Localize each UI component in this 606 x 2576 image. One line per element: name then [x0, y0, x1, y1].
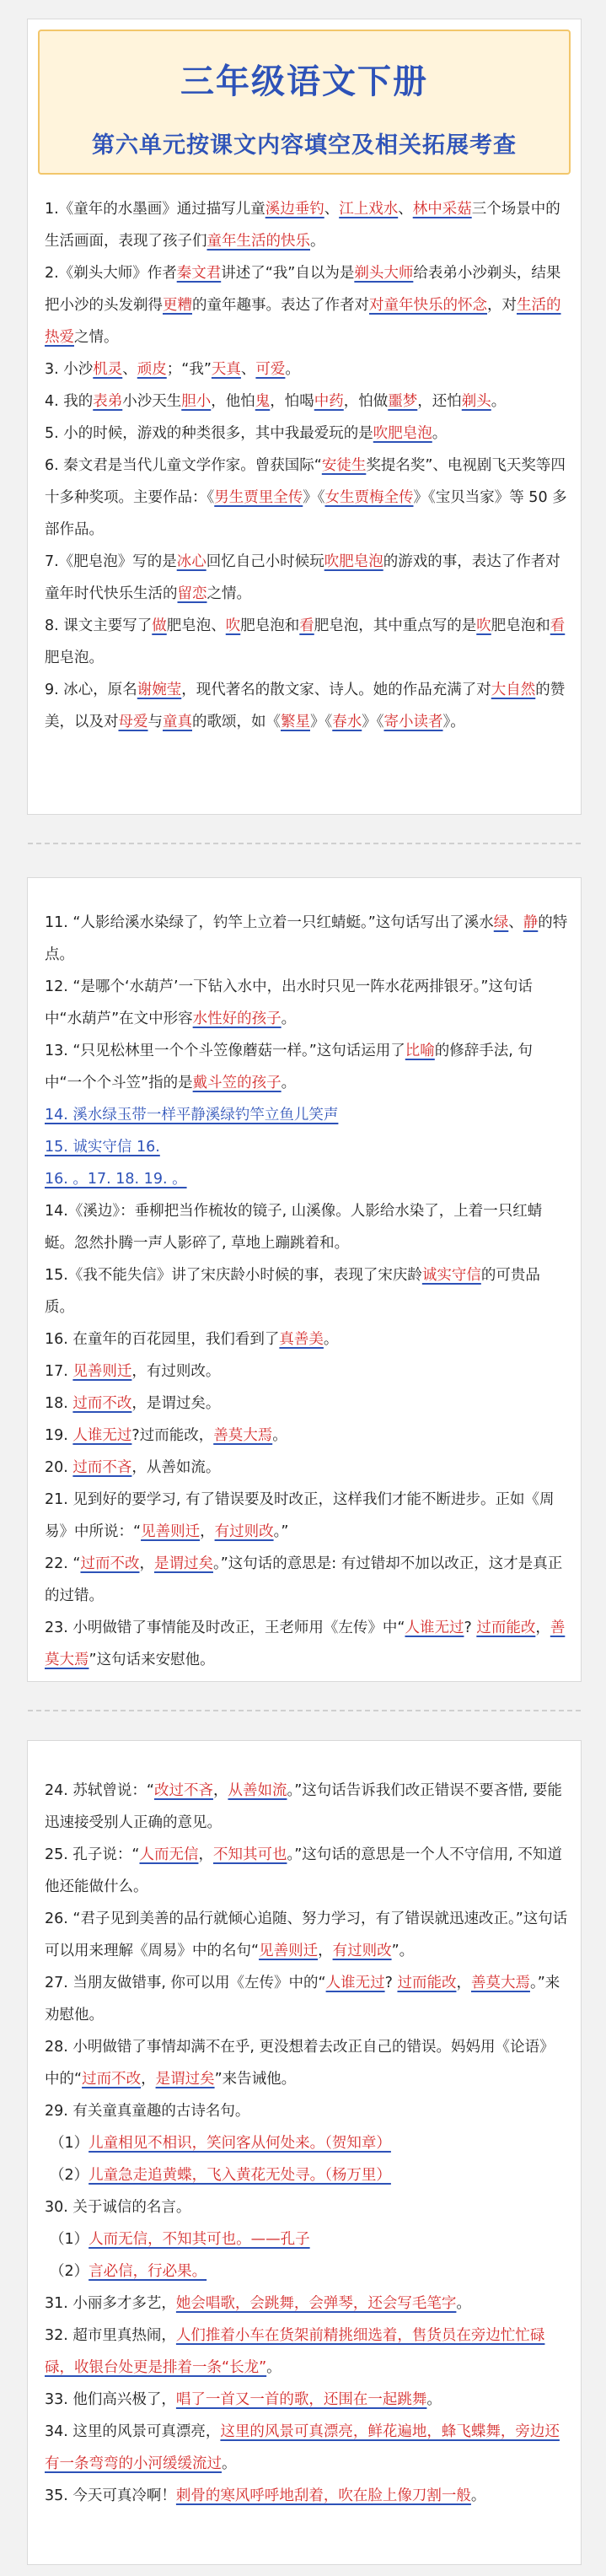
question-item — [45, 907, 569, 971]
question-text: 肥皂泡和 — [240, 617, 300, 634]
question-text: 》《 — [303, 489, 325, 506]
answer-text: 男生贾里全传 — [214, 489, 303, 506]
question-item — [45, 2127, 569, 2159]
question-list — [28, 878, 581, 1676]
question-text: ? — [384, 1975, 398, 1991]
question-text: ， — [212, 1782, 228, 1799]
question-text: 11. “人影给溪水染绿了，钓竿上立着一只红蜻蜓。”这句话写出了溪水 — [45, 914, 494, 931]
question-item — [45, 1548, 569, 1612]
question-text: 30. 关于诚信的名言。 — [45, 2199, 191, 2216]
answer-text: 人谁无过 — [405, 1619, 464, 1636]
question-item — [45, 1967, 569, 2031]
question-text: 。 — [456, 2295, 471, 2312]
answer-text: 真善美 — [279, 1331, 324, 1348]
question-text: ，怕做 — [343, 393, 389, 410]
answer-text: 人而无信 — [139, 1846, 199, 1863]
answer-text: 胆小 — [181, 393, 212, 410]
question-item — [45, 1388, 569, 1420]
question-text: ， — [139, 1555, 154, 1572]
question-text: 33. 他们高兴极了， — [45, 2391, 176, 2408]
answer-text: 做 — [152, 617, 167, 634]
answer-text: 过而不吝 — [72, 1459, 132, 1476]
answer-text: 江上戏水 — [339, 201, 399, 218]
answer-text: 谢婉莹 — [137, 682, 182, 698]
answer-text: 善莫大焉 — [45, 1619, 566, 1668]
question-text: 。 — [285, 361, 300, 378]
answer-text: 吹肥皂泡 — [324, 553, 383, 570]
question-text: ，从善如流。 — [131, 1459, 221, 1476]
question-list — [28, 1741, 581, 2512]
answer-text: 有过则改 — [332, 1943, 392, 1959]
question-text: ，是谓过矣。 — [131, 1395, 221, 1412]
answer-text: 是谓过矣 — [155, 2071, 215, 2088]
question-text: 14.《溪边》：垂柳把当作梳妆的镜子, 山溪像。人影给水染了，上着一只红蜻蜓。忽然扑腾一声人影碎了, 草地上蹦跳着和。 — [45, 1203, 543, 1252]
question-text: 与 — [147, 714, 163, 730]
question-text: （1） — [50, 2231, 89, 2248]
question-text: 4. 我的 — [45, 393, 94, 410]
answer-text: 可爱 — [255, 361, 286, 378]
question-item — [45, 385, 569, 418]
question-text: 8. 课文主要写了 — [45, 617, 153, 634]
question-text: 19. — [45, 1427, 73, 1444]
answer-text: 过而能改 — [476, 1619, 536, 1636]
answer-text: 鬼 — [255, 393, 271, 410]
answer-text: 过而不改 — [72, 1395, 132, 1412]
question-text: 9. 冰心，原名 — [45, 682, 137, 698]
answer-text: 繁星 — [281, 714, 310, 730]
answer-text: 比喻 — [405, 1043, 435, 1059]
question-text: 。 — [432, 425, 448, 442]
question-text: 讲述了“我”自以为是 — [221, 265, 355, 282]
answer-text: 机灵 — [93, 361, 123, 378]
answer-text: 过而能改 — [397, 1975, 457, 1991]
question-text: 。 — [266, 2359, 282, 2376]
question-text: 奖提名奖”、电视剧飞天奖等四十多种奖项。主要作品：《 — [45, 457, 566, 506]
question-text: 17. — [45, 1363, 73, 1380]
answer-text: 剃头大师 — [354, 265, 414, 282]
answer-text: 天真 — [211, 361, 241, 378]
question-item — [45, 1035, 569, 1099]
question-text: 》。 — [442, 714, 465, 730]
question-item — [45, 1259, 569, 1323]
answer-text: 儿童相见不相识，笑问客从何处来。（贺知章） — [88, 2135, 391, 2152]
question-item — [45, 2288, 569, 2320]
question-text: 5. 小的时候，游戏的种类很多，其中我最爱玩的是 — [45, 425, 373, 442]
question-item — [45, 257, 569, 353]
question-text: ，对 — [487, 297, 517, 314]
question-item — [45, 546, 569, 610]
page-subtitle: 第六单元按课文内容填空及相关拓展考查 — [92, 132, 517, 159]
question-item — [45, 1131, 569, 1163]
question-item — [45, 674, 569, 738]
answer-text: 善莫大焉 — [213, 1427, 273, 1444]
question-text: 。” — [273, 1523, 289, 1540]
answer-text: 见善则迁 — [259, 1943, 319, 1959]
question-text: ， — [456, 1975, 471, 1991]
question-text: 2.《剃头大师》作者 — [45, 265, 177, 282]
question-text: 肥皂泡、 — [166, 617, 226, 634]
question-text: 。 — [323, 1331, 339, 1348]
question-text: 。 — [222, 2455, 237, 2472]
question-text: 15.《我不能失信》讲了宋庆龄小时候的事，表现了宋庆龄 — [45, 1267, 422, 1284]
question-text: ，有过则改。 — [131, 1363, 221, 1380]
question-text: 16. 在童年的百花园里，我们看到了 — [45, 1331, 280, 1348]
question-text: 。 — [470, 2487, 486, 2504]
question-text: 1.《童年的水墨画》通过描写儿童 — [45, 201, 265, 218]
question-item — [45, 1323, 569, 1355]
question-text: 、 — [240, 361, 256, 378]
answer-text: 溪边垂钓 — [265, 201, 324, 218]
question-text: 25. 孔子说：“ — [45, 1846, 140, 1863]
question-text: （1） — [50, 2135, 89, 2152]
question-item — [45, 353, 569, 385]
question-text: 肥皂泡。 — [45, 649, 104, 666]
answer-text: 表弟 — [93, 393, 123, 410]
question-item — [45, 2223, 569, 2255]
question-item — [45, 1484, 569, 1548]
question-item — [45, 1355, 569, 1388]
question-item — [45, 1420, 569, 1452]
question-text: ，他怕 — [211, 393, 255, 410]
question-item — [45, 971, 569, 1035]
question-item — [45, 2031, 569, 2095]
question-text: ? — [464, 1619, 477, 1636]
question-text: ”这句话来安慰他。 — [88, 1652, 215, 1668]
question-text: 的游戏的事，表达了作者对童年时代快乐生活的 — [45, 553, 560, 602]
answer-text: 看 — [550, 617, 566, 634]
question-item — [45, 1612, 569, 1676]
answer-text: 言必信，行必果。 — [88, 2263, 207, 2280]
question-text: 24. 苏轼曾说：“ — [45, 1782, 154, 1799]
question-text: 之情。 — [206, 585, 251, 602]
section-divider — [28, 1710, 581, 1711]
question-item — [45, 1839, 569, 1903]
answer-text: 有过则改 — [214, 1523, 274, 1540]
answer-text: 儿童急走追黄蝶，飞入黄花无处寻。（杨万里） — [88, 2167, 391, 2184]
question-item — [45, 2320, 569, 2384]
question-item — [45, 2095, 569, 2127]
blue-underlined-text: 14. 溪水绿玉带一样平静溪绿钓竿立鱼儿笑声 — [45, 1107, 339, 1124]
question-text: 26. “君子见到美善的品行就倾心追随、努力学习，有了错误就迅速改正。”这句话可以用来理解《周易》中的名句“ — [45, 1910, 568, 1959]
answer-text: 过而不改 — [80, 1555, 140, 1572]
question-text: 之情。 — [74, 329, 119, 346]
answer-text: 见善则迁 — [72, 1363, 132, 1380]
question-text: 的童年趣事。表达了作者对 — [192, 297, 369, 314]
question-text: ， — [318, 1943, 333, 1959]
question-text: ?过而能改， — [131, 1427, 214, 1444]
blue-underlined-text: 16. 。17. 18. 19. 。 — [45, 1171, 187, 1188]
answer-text: 女生贾梅全传 — [324, 489, 414, 506]
question-text: ，怕喝 — [270, 393, 314, 410]
question-text: 》《 — [310, 714, 333, 730]
answer-text: 母爱 — [118, 714, 148, 730]
question-text: 的歌颂，如《 — [192, 714, 281, 730]
answer-text: 水性好的孩子 — [192, 1010, 282, 1027]
question-item — [45, 193, 569, 257]
answer-text: 剃头 — [461, 393, 491, 410]
question-text: ，还怕 — [417, 393, 462, 410]
answer-text: 更糟 — [163, 297, 192, 314]
answer-text: 她会唱歌，会跳舞，会弹琴，还会写毛笔字 — [175, 2295, 457, 2312]
answer-text: 人谁无过 — [325, 1975, 385, 1991]
question-item — [45, 2384, 569, 2416]
question-item — [45, 2416, 569, 2480]
question-text: 的特点。 — [45, 914, 568, 963]
answer-text: 噩梦 — [388, 393, 418, 410]
question-text: 回忆自己小时候玩 — [206, 553, 324, 570]
answer-text: 刺骨的寒风呼呼地刮着，吹在脸上像刀割一般 — [175, 2487, 471, 2504]
question-text: 小沙天生 — [122, 393, 182, 410]
answer-text: 童真 — [163, 714, 192, 730]
question-text: （2） — [50, 2263, 89, 2280]
page-section-1 — [27, 19, 582, 815]
answer-text: 林中采菇 — [412, 201, 472, 218]
question-item — [45, 1163, 569, 1195]
answer-text: 生活的热爱 — [45, 297, 561, 346]
question-text: 、 — [398, 201, 413, 218]
question-list — [28, 175, 581, 738]
question-text: 27. 当朋友做错事, 你可以用《左传》中的“ — [45, 1975, 326, 1991]
question-text: 的修辞手法, 句中“一个个斗笠”指的是 — [45, 1043, 533, 1091]
question-text: ；“我” — [166, 361, 212, 378]
answer-text: 静 — [523, 914, 539, 931]
question-item — [45, 1452, 569, 1484]
answer-text: 戴斗笠的孩子 — [192, 1075, 282, 1091]
answer-text: 改过不吝 — [153, 1782, 213, 1799]
question-text: 32. 超市里真热闹， — [45, 2327, 176, 2344]
answer-text: 冰心 — [176, 553, 206, 570]
answer-text: 见善则迁 — [141, 1523, 201, 1540]
question-text: 12. “是哪个‘水葫芦’一下钻入水中，出水时只见一阵水花两排银牙。”这句话中“水葫芦”在文中形容 — [45, 978, 533, 1027]
question-text: 。”这句话的意思是一个人不守信用, 不知道他还能做什么。 — [45, 1846, 562, 1895]
question-item — [45, 2480, 569, 2512]
question-text: ， — [535, 1619, 550, 1636]
answer-text: 顽皮 — [137, 361, 167, 378]
answer-text: 从善如流 — [228, 1782, 287, 1799]
answer-text: 秦文君 — [176, 265, 222, 282]
question-text: 、 — [508, 914, 523, 931]
question-text: 31. 小丽多才多艺， — [45, 2295, 176, 2312]
question-text: 6. 秦文君是当代儿童文学作家。曾获国际“ — [45, 457, 322, 474]
question-text: ”。 — [391, 1943, 415, 1959]
question-text: 23. 小明做错了事情能及时改正，王老师用《左传》中“ — [45, 1619, 405, 1636]
answer-text: 是谓过矣 — [153, 1555, 213, 1572]
question-text: 。”来劝慰他。 — [45, 1975, 560, 2024]
question-text: ，现代著名的散文家、诗人。她的作品充满了对 — [181, 682, 491, 698]
answer-text: 留恋 — [177, 585, 207, 602]
question-text: 、 — [324, 201, 340, 218]
answer-text: 吹 — [476, 617, 491, 634]
question-item — [45, 2191, 569, 2223]
question-text: （2） — [50, 2167, 89, 2184]
question-text: 22. “ — [45, 1555, 81, 1572]
answer-text: 春水 — [332, 714, 362, 730]
question-text: 28. 小明做错了事情却满不在乎, 更没想着去改正自己的错误。妈妈用《论语》中的“ — [45, 2039, 555, 2088]
question-text: 。”这句话的意思是: 有过错却不加以改正，这才是真正的过错。 — [45, 1555, 563, 1604]
question-text: 21. 见到好的要学习, 有了错误要及时改正，这样我们才能不断进步。正如《周易》中所说：“ — [45, 1491, 555, 1540]
question-text: 13. “只见松林里一个个斗笠像蘑菇一样。”这句话运用了 — [45, 1043, 405, 1059]
answer-text: 吹肥皂泡 — [373, 425, 432, 442]
answer-text: 大自然 — [491, 682, 536, 698]
section-divider — [28, 843, 581, 844]
page-section-3 — [27, 1740, 582, 2565]
question-item — [45, 2255, 569, 2288]
question-text: 。 — [310, 233, 325, 250]
question-item — [45, 1775, 569, 1839]
question-item — [45, 418, 569, 450]
question-item — [45, 610, 569, 674]
question-text: ， — [200, 1523, 215, 1540]
question-text: 29. 有关童真童趣的古诗名句。 — [45, 2103, 250, 2120]
answer-text: 人谁无过 — [72, 1427, 132, 1444]
answer-text: 童年生活的快乐 — [206, 233, 310, 250]
question-text: 18. — [45, 1395, 73, 1412]
question-text: 。 — [426, 2391, 442, 2408]
question-text: 三个场景中的生活画面，表现了孩子们 — [45, 201, 560, 250]
question-item — [45, 1099, 569, 1131]
question-text: 。”这句话告诉我们改正错误不要吝惜, 要能迅速接受别人正确的意见。 — [45, 1782, 562, 1831]
question-text: ， — [198, 1846, 213, 1863]
answer-text: 绿 — [493, 914, 509, 931]
question-text: ， — [141, 2071, 156, 2088]
answer-text: 唱了一首又一首的歌，还围在一起跳舞 — [175, 2391, 427, 2408]
question-item — [45, 450, 569, 546]
question-text: 7.《肥皂泡》写的是 — [45, 553, 177, 570]
answer-text: 看 — [299, 617, 314, 634]
answer-text: 善莫大焉 — [470, 1975, 530, 1991]
question-text: 。 — [281, 1010, 297, 1027]
page-section-2 — [27, 877, 582, 1682]
question-item — [45, 1903, 569, 1967]
question-text: 》《宝贝当家》等 50 多部作品。 — [45, 489, 567, 538]
answer-text: 对童年快乐的怀念 — [369, 297, 487, 314]
question-text: ”来告诫他。 — [214, 2071, 297, 2088]
question-item — [45, 1195, 569, 1259]
question-text: 35. 今天可真冷啊！ — [45, 2487, 176, 2504]
answer-text: 过而不改 — [82, 2071, 142, 2088]
answer-text: 人而无信，不知其可也。——孔子 — [88, 2231, 310, 2248]
question-text: 》《 — [362, 714, 384, 730]
question-text: 34. 这里的风景可真漂亮， — [45, 2423, 221, 2440]
question-text: 的赞美，以及对 — [45, 682, 566, 730]
answer-text: 中药 — [314, 393, 344, 410]
answer-text: 安徒生 — [321, 457, 367, 474]
question-text: 。 — [272, 1427, 287, 1444]
answer-text: 这里的风景可真漂亮，鲜花遍地，蜂飞蝶舞，旁边还有一条弯弯的小河缓缓流过 — [45, 2423, 560, 2472]
answer-text: 人们推着小车在货架前精挑细选着，售货员在旁边忙忙碌碌，收银台处更是排着一条“长龙” — [45, 2327, 545, 2376]
question-text: 的可贵品质。 — [45, 1267, 540, 1316]
question-text: 肥皂泡和 — [491, 617, 550, 634]
answer-text: 吹 — [225, 617, 241, 634]
question-item — [45, 2159, 569, 2191]
question-text: 给表弟小沙剃头，结果把小沙的头发剃得 — [45, 265, 561, 314]
answer-text: 不知其可也 — [212, 1846, 287, 1863]
blue-underlined-text: 15. 诚实守信 16. — [45, 1139, 160, 1156]
question-text: 20. — [45, 1459, 73, 1476]
question-text: 。 — [491, 393, 507, 410]
page-title: 三年级语文下册 — [180, 62, 428, 101]
title-banner — [38, 30, 571, 175]
question-text: 肥皂泡，其中重点写的是 — [314, 617, 477, 634]
question-text: 3. 小沙 — [45, 361, 94, 378]
answer-text: 寄小读者 — [383, 714, 443, 730]
answer-text: 诚实守信 — [421, 1267, 481, 1284]
question-text: 、 — [122, 361, 137, 378]
question-text: 。 — [281, 1075, 297, 1091]
